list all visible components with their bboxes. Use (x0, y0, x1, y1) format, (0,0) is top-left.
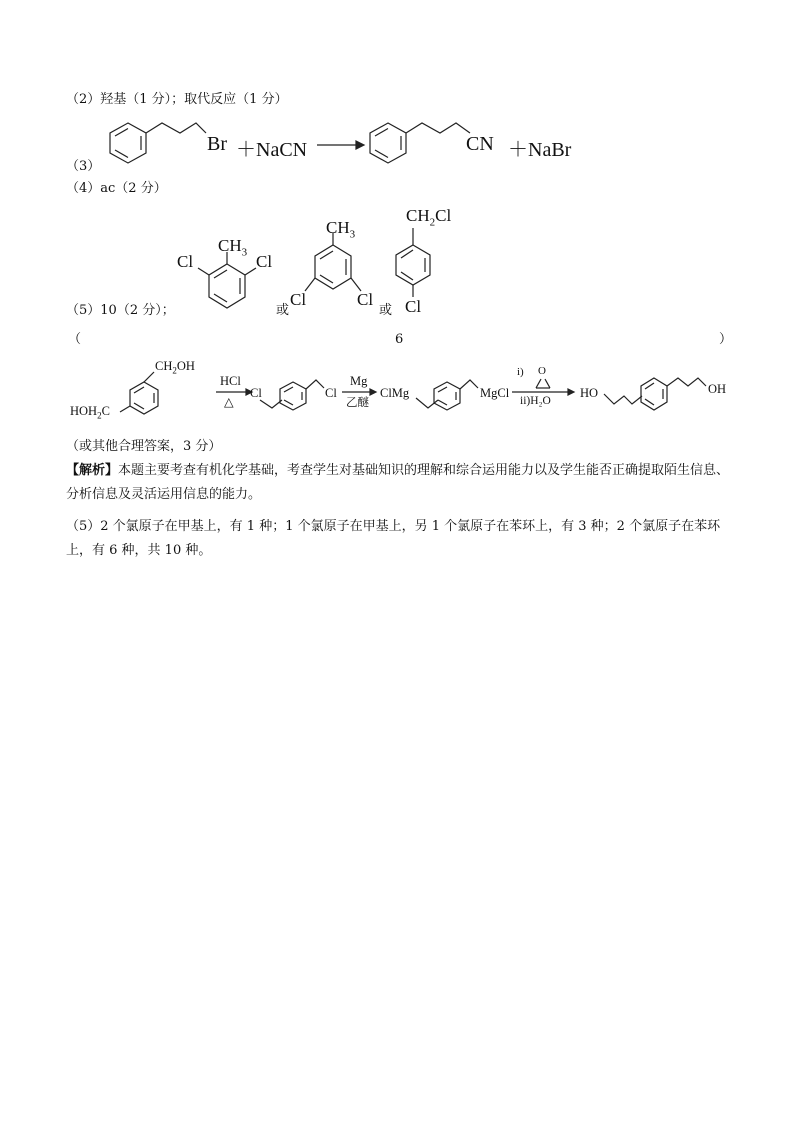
step3-epoxide-o: O (538, 365, 546, 377)
start-ring (120, 372, 158, 414)
step1-condition: △ (224, 395, 234, 409)
answer-2: （2）羟基（1 分）；取代反应（1 分） (66, 92, 288, 107)
answer-5-label: （5）10（2 分）； (66, 303, 175, 318)
reagent-nacn: ＋NaCN (236, 139, 308, 161)
product-ring (604, 378, 706, 410)
intermediate-2-clmg: ClMg (380, 386, 410, 400)
step3-i: i) (517, 366, 524, 378)
answer-6-open-paren: （ (68, 332, 82, 347)
step3-hydrolysis: ii)H₂O (520, 395, 551, 407)
step2-reagent: Mg (350, 374, 368, 388)
intermediate-1-cl-left: Cl (250, 386, 262, 400)
intermediate-2-mgcl: MgCl (480, 386, 510, 400)
isomer-3-ch2cl: $CH_2Cl$ (406, 206, 452, 229)
synthesis-route (0, 0, 800, 440)
analysis-text: 本题主要考查有机化学基础，考查学生对基础知识的理解和综合运用能力以及学生能否正确提取陌生信息、分析信息及灵活运用信息的能力。 (66, 463, 730, 502)
step1-reagent: HCl (220, 374, 241, 388)
or-separator-2: 或 (379, 303, 393, 318)
product-cn: CN (466, 133, 494, 155)
analysis-paragraph (66, 459, 738, 507)
answer-4: （4）ac（2 分） (66, 181, 167, 196)
answer-6-number: 6 (395, 332, 404, 347)
isomer-2-ch3: $CH_3$ (326, 218, 356, 241)
isomer-1-cl-left: Cl (177, 252, 194, 271)
intermediate-1-ring (260, 380, 324, 410)
answer-3-label: （3） (66, 159, 101, 174)
isomer-2-cl-right: Cl (357, 290, 374, 309)
isomer-1-cl-right: Cl (256, 252, 273, 271)
reactant-br: Br (207, 133, 227, 155)
product-oh: OH (708, 382, 727, 396)
step2-solvent: 乙醚 (346, 395, 369, 409)
alternative-answer-note: （或其他合理答案，3 分） (66, 439, 222, 454)
isomer-2-cl-left: Cl (290, 290, 307, 309)
answer-6-close-paren: ） (719, 332, 733, 347)
analysis-label: 【解析】 (66, 463, 119, 478)
intermediate-1-cl-right: Cl (325, 386, 337, 400)
start-hoh2c: $HOH_2C$ (70, 404, 110, 421)
product-ho: HO (580, 386, 599, 400)
isomer-3-cl-bottom: Cl (405, 297, 422, 316)
start-ch2oh: $CH_2OH$ (155, 359, 195, 376)
intermediate-2-ring (416, 380, 478, 410)
epoxide-icon (536, 379, 550, 388)
or-separator-1: 或 (276, 303, 290, 318)
explanation-5: （5）2 个氯原子在甲基上，有 1 种；1 个氯原子在甲基上，另 1 个氯原子在苯环上，有 3 种；2 个氯原子在苯环上，有 6 种，共 10 种。 (66, 519, 721, 558)
isomer-1-ch3: $CH_3$ (218, 236, 248, 259)
byproduct-nabr: ＋NaBr (508, 139, 572, 161)
